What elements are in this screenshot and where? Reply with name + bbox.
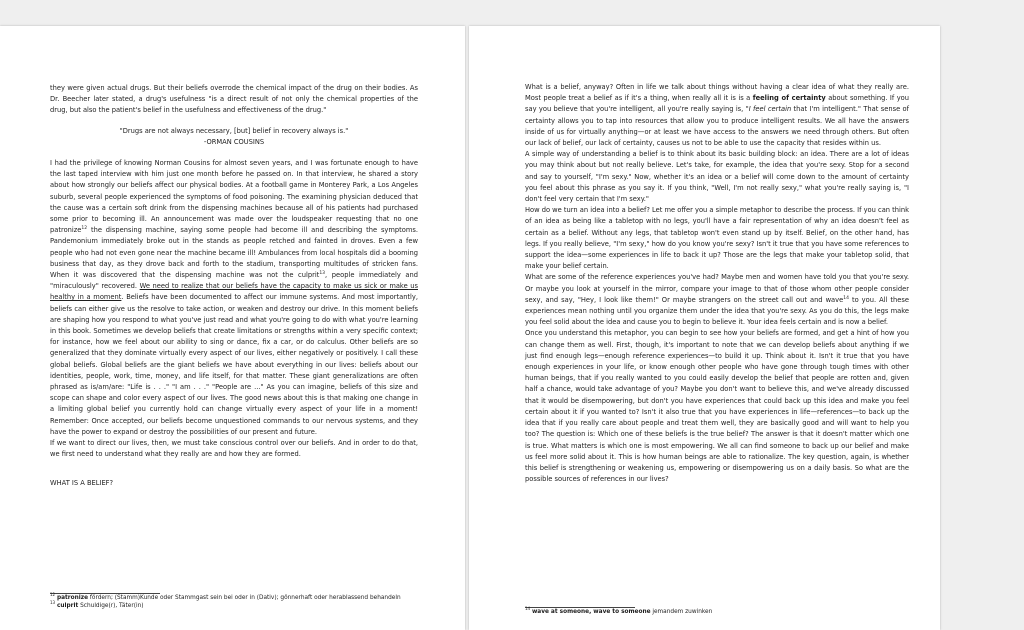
footnote-13	[50, 600, 418, 610]
paragraph-tabletop: How do we turn an idea into a belief? Let me offer you a simple metaphor to describe the process. If you can think of an idea as being like a tabletop with no legs, you'll have a fair representation of why an idea doesn't feel as certain as a belief. Without any legs, that tabletop won't even stand up by itself. Belief, on the other hand, has legs. If you really believe, "I'm sexy," how do you know you're sexy? Isn't it true that you have some references to support the idea—some experiences in life to back it up? Those are the legs that make your tabletop solid, that make your belief certain.	[525, 206, 909, 271]
footnote-definition: jemandem zuwinken	[650, 609, 713, 615]
right-page-body	[525, 82, 909, 485]
block-quote	[50, 126, 418, 148]
footnote-separator	[525, 607, 635, 608]
paragraph-intro: they were given actual drugs. But their beliefs overrode the chemical impact of the drug on their bodies. As Dr. Beecher later stated, a drug's usefulness "is a direct result of not only the chemical properties of the drug, but also the patient's belief in the usefulness and effectiveness of the drug."	[50, 84, 418, 115]
left-document-page	[0, 26, 465, 630]
underlined-sentence: We need to realize that our beliefs have the capacity to make us sick or make us healthy in a moment	[50, 282, 418, 302]
paragraph-idea: A simple way of understanding a belief is to think about its basic building block: an idea. There are a lot of ideas you may think about but not really believe. Let's take, for example, the idea that you're sexy. Stop for a second and say to yourself, "I'm sexy." Now, whether it's an idea or a belief will come down to the amount of certainty you feel about this phrase as you say it. If you think, "Well, I'm not really sexy," what you're really saying is, "I don't feel very certain that I'm sexy."	[525, 150, 909, 204]
text-run: that I'm intelligent." That sense of certainty allows you to tap into resources that allow you to produce intelligent results. We all have the answers inside of us for virtually anything—or at least we have access to the answers we need through others. But often our lack of belief, our lack of certainty, causes us not to be able to use the capacity that resides within us.	[525, 105, 909, 148]
footnote-ref-13[interactable]: 13	[319, 270, 326, 276]
footnote-14	[525, 606, 909, 616]
text-run: , people immediately and "miraculously" recovered.	[50, 271, 418, 291]
right-document-page	[469, 26, 940, 630]
footnote-term: wave at someone, wave to someone	[531, 609, 651, 615]
paragraph-cousins-story	[50, 158, 418, 438]
paragraph-direct-lives: If we want to direct our lives, then, we must take conscious control over our beliefs. And in order to do that, we first need to understand what they really are and how they are formed.	[50, 439, 418, 459]
footnote-number: 14	[525, 606, 531, 612]
bold-phrase: feeling of certainty	[752, 94, 826, 103]
paragraph-metaphor: Once you understand this metaphor, you can begin to see how your beliefs are formed, and get a hint of how you can change them as well. First, though, it's important to note that we can develop beliefs about anything if we just find enough legs—enough reference experiences—to build it up. Think about it. Isn't it true that you have enough experiences in your life, or know enough other people who have gone through tough times with other human beings, that if you really wanted to you could easily develop the belief that people are rotten and, given half a chance, would take advantage of you? Maybe you don't want to believe this, and we've already discussed that it would be disempowering, but don't you have experiences that could back up this idea and make you feel certain about it if you wanted to? Isn't it also true that you have experiences in life—references—to back up the idea that if you really care about people and treat them well, they are basically good and will want to help you too? The question is: Which one of these beliefs is the true belief? The answer is that it doesn't matter which one is true. What matters is which one is most empowering. We all can find someone to back up our belief and make us feel more solid about it. This is how human beings are able to rationalize. The key question, again, is whether this belief is strengthening or weakening us, empowering or disempowering us on a daily basis. So what are the possible sources of references in our lives?	[525, 329, 909, 484]
text-run: about something. If you say you believe that you're intelligent, all you're really saying is, "	[525, 94, 910, 114]
footnote-number: 12	[50, 592, 56, 598]
text-run: What are some of the reference experiences you've had? Maybe men and women have told you that you're sexy. Or maybe you look at yourself in the mirror, compare your image to that of those whom other people consider sexy, and say, "Hey, I look like them!" Or maybe strangers on the street call out and wave	[525, 273, 909, 304]
footnotes-left	[50, 593, 418, 610]
footnote-ref-12[interactable]: 12	[81, 226, 88, 231]
quote-author: -ORMAN COUSINS	[203, 137, 265, 146]
footnote-definition: fördern; (Stamm)Kunde oder Stammgast sein bei oder in (Dativ); gönnerhaft oder herablassend behandeln	[88, 595, 401, 601]
text-run: What is a belief, anyway? Often in life we talk about things without having a clear idea of what they really are. Most people treat a belief as if it's a thing, when really all it is is a	[525, 83, 909, 103]
italic-phrase: I feel certain	[748, 105, 792, 114]
footnotes-right	[525, 607, 909, 616]
footnote-term: patronize	[56, 595, 89, 601]
footnote-12	[50, 592, 418, 602]
text-run: . Beliefs have been documented to affect our immune systems. And most importantly, beliefs can either give us the resolve to take action, or weaken and destroy our drive. In this moment beliefs are shaping how you respond to what you've just read and what you're going to do with what you're learning in this book. Sometimes we develop beliefs that create limitations or strengths within a very specific context; for instance, how we feel about our ability to sing or dance, fix a car, or do calculus. Other beliefs are so generalized that they dominate virtually every aspect of our lives, either negatively or positively. I call these global beliefs. Global beliefs are the giant beliefs we have about everything in our lives: beliefs about our identities, people, work, time, money, and life itself, for that matter. These giant generalizations are often phrased as is/am/are: "Life is . . ." "I am . . ." "People are ..." As you can imagine, beliefs of this size and scope can shape and color every aspect of our lives. The good news about this is that making one change in a limiting global belief you currently hold can change virtually every aspect of your life in a moment! Remember: Once accepted, our beliefs become unquestioned commands to our nervous systems, and they have the power to expand or destroy the possibilities of our present and future.	[50, 293, 418, 436]
footnote-separator	[50, 593, 160, 594]
text-run: I had the privilege of knowing Norman Cousins for almost seven years, and I was fortunate enough to have the last taped interview with him just one month before he passed on. In that interview, he shared a story about how strongly our beliefs affect our physical bodies. At a football game in Monterey Park, a Los Angeles suburb, several people experienced the symptoms of food poisoning. The examining physician deduced that the cause was a certain soft drink from the dispensing machines because all of his patients had purchased some prior to becoming ill. An announcement was made over the loudspeaker requesting that no one patronize	[50, 159, 418, 235]
paragraph-what-is-belief	[525, 82, 909, 149]
footnote-number: 13	[50, 600, 56, 606]
quote-text: "Drugs are not always necessary, [but] belief in recovery always is."	[119, 126, 349, 135]
section-heading: WHAT IS A BELIEF?	[50, 478, 114, 487]
footnote-term: culprit	[56, 603, 79, 609]
left-page-body	[50, 83, 418, 489]
text-run: to you. All these experiences mean nothing until you organize them under the idea that you're sexy. As you do this, the legs make you feel solid about the idea and cause you to begin to believe it. Your idea feels certain and is now a belief.	[525, 295, 909, 327]
footnote-ref-14[interactable]: 14	[843, 295, 849, 301]
paragraph-references	[525, 272, 909, 328]
footnote-definition: Schuldige(r), Täter(in)	[78, 603, 144, 609]
text-run: the dispensing machine, saying some people had become ill and describing the symptoms. Pandemonium immediately broke out in the stands as people retched and fainted in droves. Even a few people who had not even gone near the machine became ill! Ambulances from local hospitals did a booming business that day, as they drove back and forth to the stadium, transporting multitudes of stricken fans. When it was discovered that the dispensing machine was not the culprit	[50, 226, 418, 280]
